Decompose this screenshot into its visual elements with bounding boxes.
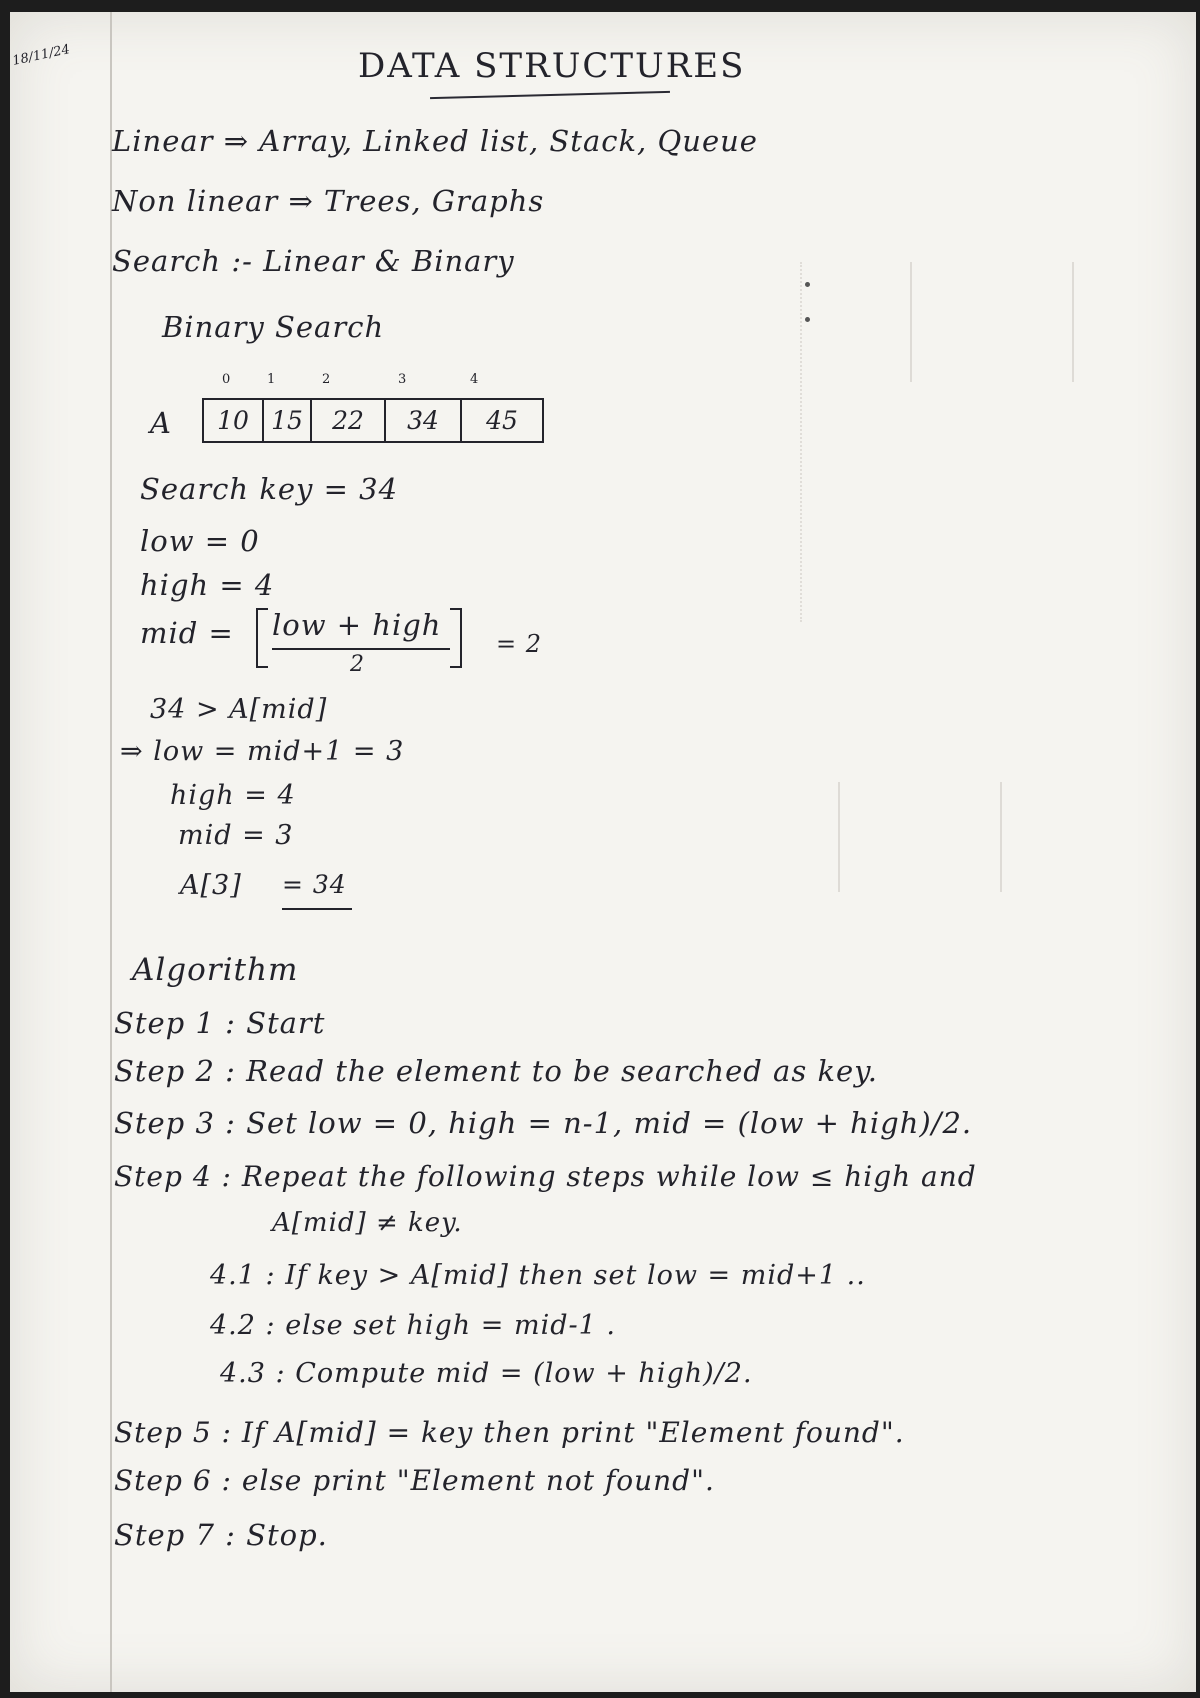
algorithm-substep: 4.2 : else set high = mid-1 . <box>210 1310 616 1341</box>
search-types-line: Search :- Linear & Binary <box>112 244 515 278</box>
search-key-line: Search key = 34 <box>140 472 399 506</box>
algorithm-heading: Algorithm <box>132 952 299 988</box>
high-line: high = 4 <box>140 568 275 602</box>
bullet-dot <box>805 317 810 322</box>
binary-search-heading: Binary Search <box>162 310 385 344</box>
mid-numerator: low + high <box>272 608 442 642</box>
bleed-through-column <box>800 262 842 622</box>
result-underline <box>282 908 352 910</box>
algorithm-step: Step 6 : else print "Element not found". <box>114 1464 715 1497</box>
array-cell: 22 <box>311 399 385 442</box>
algorithm-step: Step 7 : Stop. <box>114 1518 328 1552</box>
array-cell: 10 <box>203 399 263 442</box>
floor-bracket-right <box>450 608 462 668</box>
array-index: 1 <box>267 372 276 387</box>
fraction-bar <box>272 648 450 650</box>
bullet-dot <box>805 282 810 287</box>
mid-label: mid = <box>140 616 234 650</box>
algorithm-step: Step 3 : Set low = 0, high = n-1, mid = (low + high)/2. <box>114 1106 973 1140</box>
algorithm-step: Step 4 : Repeat the following steps while low ≤ high and <box>114 1160 977 1193</box>
algorithm-step-continued: A[mid] ≠ key. <box>272 1208 463 1238</box>
algorithm-step: Step 5 : If A[mid] = key then print "Element found". <box>114 1416 905 1449</box>
algorithm-substep: 4.1 : If key > A[mid] then set low = mid+1 .. <box>210 1260 866 1291</box>
mid-result: = 2 <box>496 630 543 658</box>
floor-bracket-left <box>256 608 268 668</box>
linear-line: Linear ⇒ Array, Linked list, Stack, Queue <box>112 124 758 158</box>
array-index: 4 <box>470 372 479 387</box>
array-cell: 45 <box>461 399 543 442</box>
bleed-through-matrix-2 <box>838 782 1002 892</box>
mid-update-line: mid = 3 <box>178 820 294 851</box>
array-index: 3 <box>398 372 407 387</box>
page-date: 18/11/24 <box>11 42 72 69</box>
algorithm-step: Step 1 : Start <box>114 1006 326 1040</box>
mid-denominator: 2 <box>350 652 365 677</box>
array-index: 2 <box>322 372 331 387</box>
array-box <box>202 398 544 443</box>
compare-line: 34 > A[mid] <box>150 694 328 725</box>
high-update-line: high = 4 <box>170 780 296 811</box>
found-rhs: = 34 <box>282 870 347 899</box>
array-index: 0 <box>222 372 231 387</box>
array-label: A <box>150 406 172 440</box>
algorithm-substep: 4.3 : Compute mid = (low + high)/2. <box>220 1358 753 1389</box>
low-line: low = 0 <box>140 524 260 558</box>
low-update-line: ⇒ low = mid+1 = 3 <box>120 736 405 767</box>
notebook-page <box>10 12 1196 1692</box>
array-cell: 34 <box>385 399 461 442</box>
bleed-through-matrix <box>910 262 1074 382</box>
title-underline <box>430 91 670 99</box>
array-cell: 15 <box>263 399 311 442</box>
page-title: DATA STRUCTURES <box>358 46 746 86</box>
found-lhs: A[3] <box>180 870 242 901</box>
algorithm-step: Step 2 : Read the element to be searched as key. <box>114 1054 878 1088</box>
non-linear-line: Non linear ⇒ Trees, Graphs <box>112 184 545 218</box>
